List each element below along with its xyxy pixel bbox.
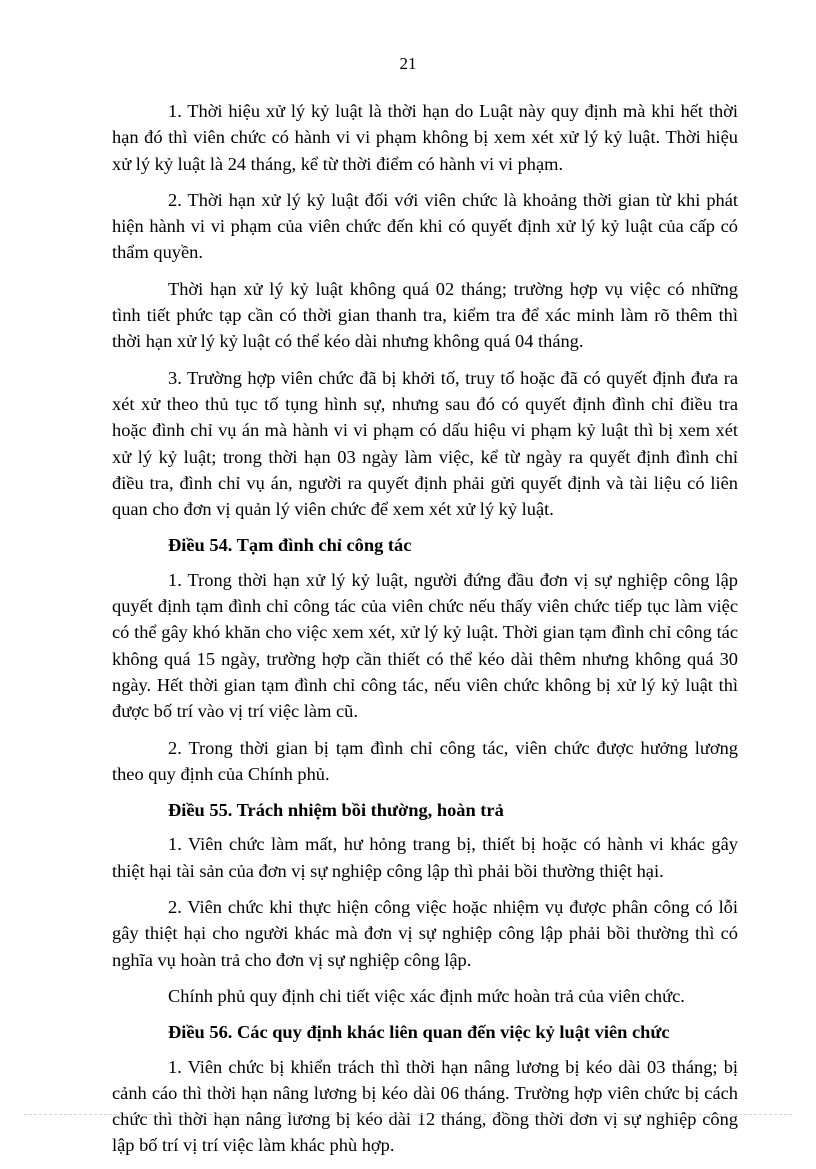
paragraph-criminal-prosecution-case: 3. Trường hợp viên chức đã bị khởi tố, truy tố hoặc đã có quyết định đưa ra xét xử theo thủ tục tố tụng hình sự, nhưng sau đó có quyết định đình chỉ điều tra hoặc đình chỉ vụ án mà hành vi vi phạm có dấu hiệu vi phạm kỷ luật thì bị xem xét xử lý kỷ luật; trong thời hạn 03 ngày làm việc, kể từ ngày ra quyết định đình chỉ điều tra, đình chỉ vụ án, người ra quyết định phải gửi quyết định và tài liệu có liên quan cho đơn vị quản lý viên chức để xem xét xử lý kỷ luật. <box>112 367 738 520</box>
paragraph-disciplinary-time-limit: 2. Thời hạn xử lý kỷ luật đối với viên chức là khoảng thời gian từ khi phát hiện hành vi vi phạm của viên chức đến khi có quyết định xử lý kỷ luật của cấp có thẩm quyền. <box>112 189 738 263</box>
paragraph-time-limit-extension: Thời hạn xử lý kỷ luật không quá 02 tháng; trường hợp vụ việc có những tình tiết phức tạp cần có thời gian thanh tra, kiểm tra để xác minh làm rõ thêm thì thời hạn xử lý kỷ luật có thể kéo dài nhưng không quá 04 tháng. <box>112 278 738 352</box>
paragraph-article-55-government-rule: Chính phủ quy định chi tiết việc xác định mức hoàn trả của viên chức. <box>168 985 685 1006</box>
page-number: 21 <box>399 54 417 73</box>
document-body <box>112 98 738 1169</box>
page-bottom-divider <box>24 1114 792 1115</box>
paragraph-article-55-clause-2: 2. Viên chức khi thực hiện công việc hoặc nhiệm vụ được phân công có lỗi gây thiệt hại cho người khác mà đơn vị sự nghiệp công lập phải bồi thường thì có nghĩa vụ hoàn trả cho đơn vị sự nghiệp công lập. <box>112 897 738 970</box>
paragraph-article-54-clause-1: 1. Trong thời hạn xử lý kỷ luật, người đứng đầu đơn vị sự nghiệp công lập quyết định tạm đình chỉ công tác của viên chức nếu thấy viên chức tiếp tục làm việc có thể gây khó khăn cho việc xem xét, xử lý kỷ luật. Thời gian tạm đình chỉ công tác không quá 15 ngày, trường hợp cần thiết có thể kéo dài thêm nhưng không quá 30 ngày. Hết thời gian tạm đình chỉ công tác, nếu viên chức không bị xử lý kỷ luật thì được bố trí vào vị trí việc làm cũ. <box>112 569 738 722</box>
paragraph-article-56-clause-1: 1. Viên chức bị khiển trách thì thời hạn nâng lương bị kéo dài 03 tháng; bị cảnh cáo thì thời hạn nâng lương bị kéo dài 06 tháng. Trường hợp viên chức bị cách chức thì thời hạn nâng lương bị kéo dài 12 tháng, đồng thời đơn vị sự nghiệp công lập bố trí vị trí việc làm khác phù hợp. <box>112 1056 738 1156</box>
paragraph-statute-of-limitations: 1. Thời hiệu xử lý kỷ luật là thời hạn do Luật này quy định mà khi hết thời hạn đó thì viên chức có hành vi vi phạm không bị xem xét xử lý kỷ luật. Thời hiệu xử lý kỷ luật là 24 tháng, kể từ thời điểm có hành vi vi phạm. <box>112 101 738 174</box>
paragraph-article-54-clause-2: 2. Trong thời gian bị tạm đình chỉ công tác, viên chức được hưởng lương theo quy định của Chính phủ. <box>112 737 738 784</box>
article-56-heading: Điều 56. Các quy định khác liên quan đến việc kỷ luật viên chức <box>168 1022 670 1043</box>
paragraph-article-55-clause-1: 1. Viên chức làm mất, hư hỏng trang bị, thiết bị hoặc có hành vi khác gây thiệt hại tài sản của đơn vị sự nghiệp công lập thì phải bồi thường thiệt hại. <box>112 834 738 881</box>
article-55-heading: Điều 55. Trách nhiệm bồi thường, hoàn trả <box>168 800 504 821</box>
article-54-heading: Điều 54. Tạm đình chỉ công tác <box>168 535 412 556</box>
